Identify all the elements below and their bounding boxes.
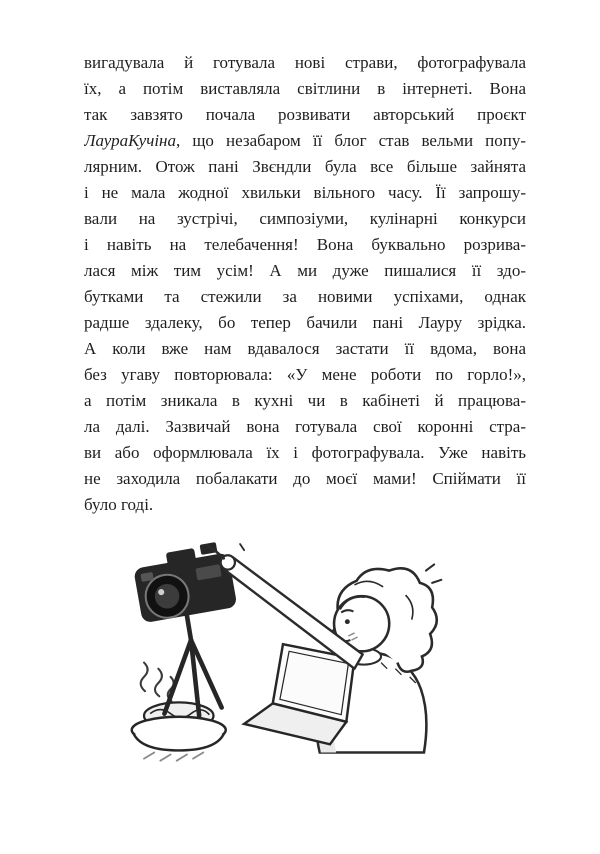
blog-title-italic: ЛаураКучіна — [84, 131, 176, 150]
camera-icon — [131, 542, 237, 623]
text-line: без угаву повторювала: «У мене роботи по горло!», — [84, 365, 526, 384]
text-line: не заходила побалакати до моєї мами! Спіймати її — [84, 469, 526, 488]
text-line: вали на зустрічі, симпозіуми, кулінарні конкурси — [84, 209, 526, 228]
text-line: радше здалеку, бо тепер бачили пані Лауру зрідка. — [84, 313, 526, 332]
text-line: і навіть на телебачення! Вона буквально розрива- — [84, 235, 526, 254]
text-line: а потім зникала в кухні чи в кабінеті й працюва- — [84, 391, 526, 410]
illustration-svg — [112, 542, 457, 777]
eye — [345, 619, 350, 624]
text-line: було годі. — [84, 495, 154, 514]
text-line: А коли вже нам вдавалося застати її вдома, вона — [84, 339, 526, 358]
plate-shadow-hatch — [144, 752, 203, 760]
illustration-girl-camera — [112, 542, 457, 777]
text-line: ви або оформлювала їх і фотографувала. Уже навіть — [84, 443, 526, 462]
text-line: їх, а потім виставляла світлини в інтернеті. Вона — [84, 79, 526, 98]
text-line: і не мала жодної хвильки вільного часу. Її запрошу- — [84, 183, 526, 202]
text-line: лася між тим усім! А ми дуже пишалися її здо- — [84, 261, 526, 280]
laptop-icon — [244, 644, 354, 744]
text-line: так завзято почала розвивати авторський проєкт — [84, 105, 526, 124]
sparkle-marks — [426, 564, 441, 582]
text-line: бутками та стежили за новими успіхами, однак — [84, 287, 526, 306]
text-line: вигадувала й готувала нові страви, фотографувала — [84, 53, 526, 72]
text-line: ЛаураКучіна, що незабаром її блог став вельми попу- — [84, 131, 526, 150]
text-block — [84, 50, 526, 518]
tripod-icon — [164, 616, 221, 716]
spaghetti-plate — [132, 702, 226, 760]
text-line: лярним. Отож пані Звєндли була все більше зайнята — [84, 157, 526, 176]
text-line: ла далі. Зазвичай вона готувала свої коронні стра- — [84, 417, 526, 436]
